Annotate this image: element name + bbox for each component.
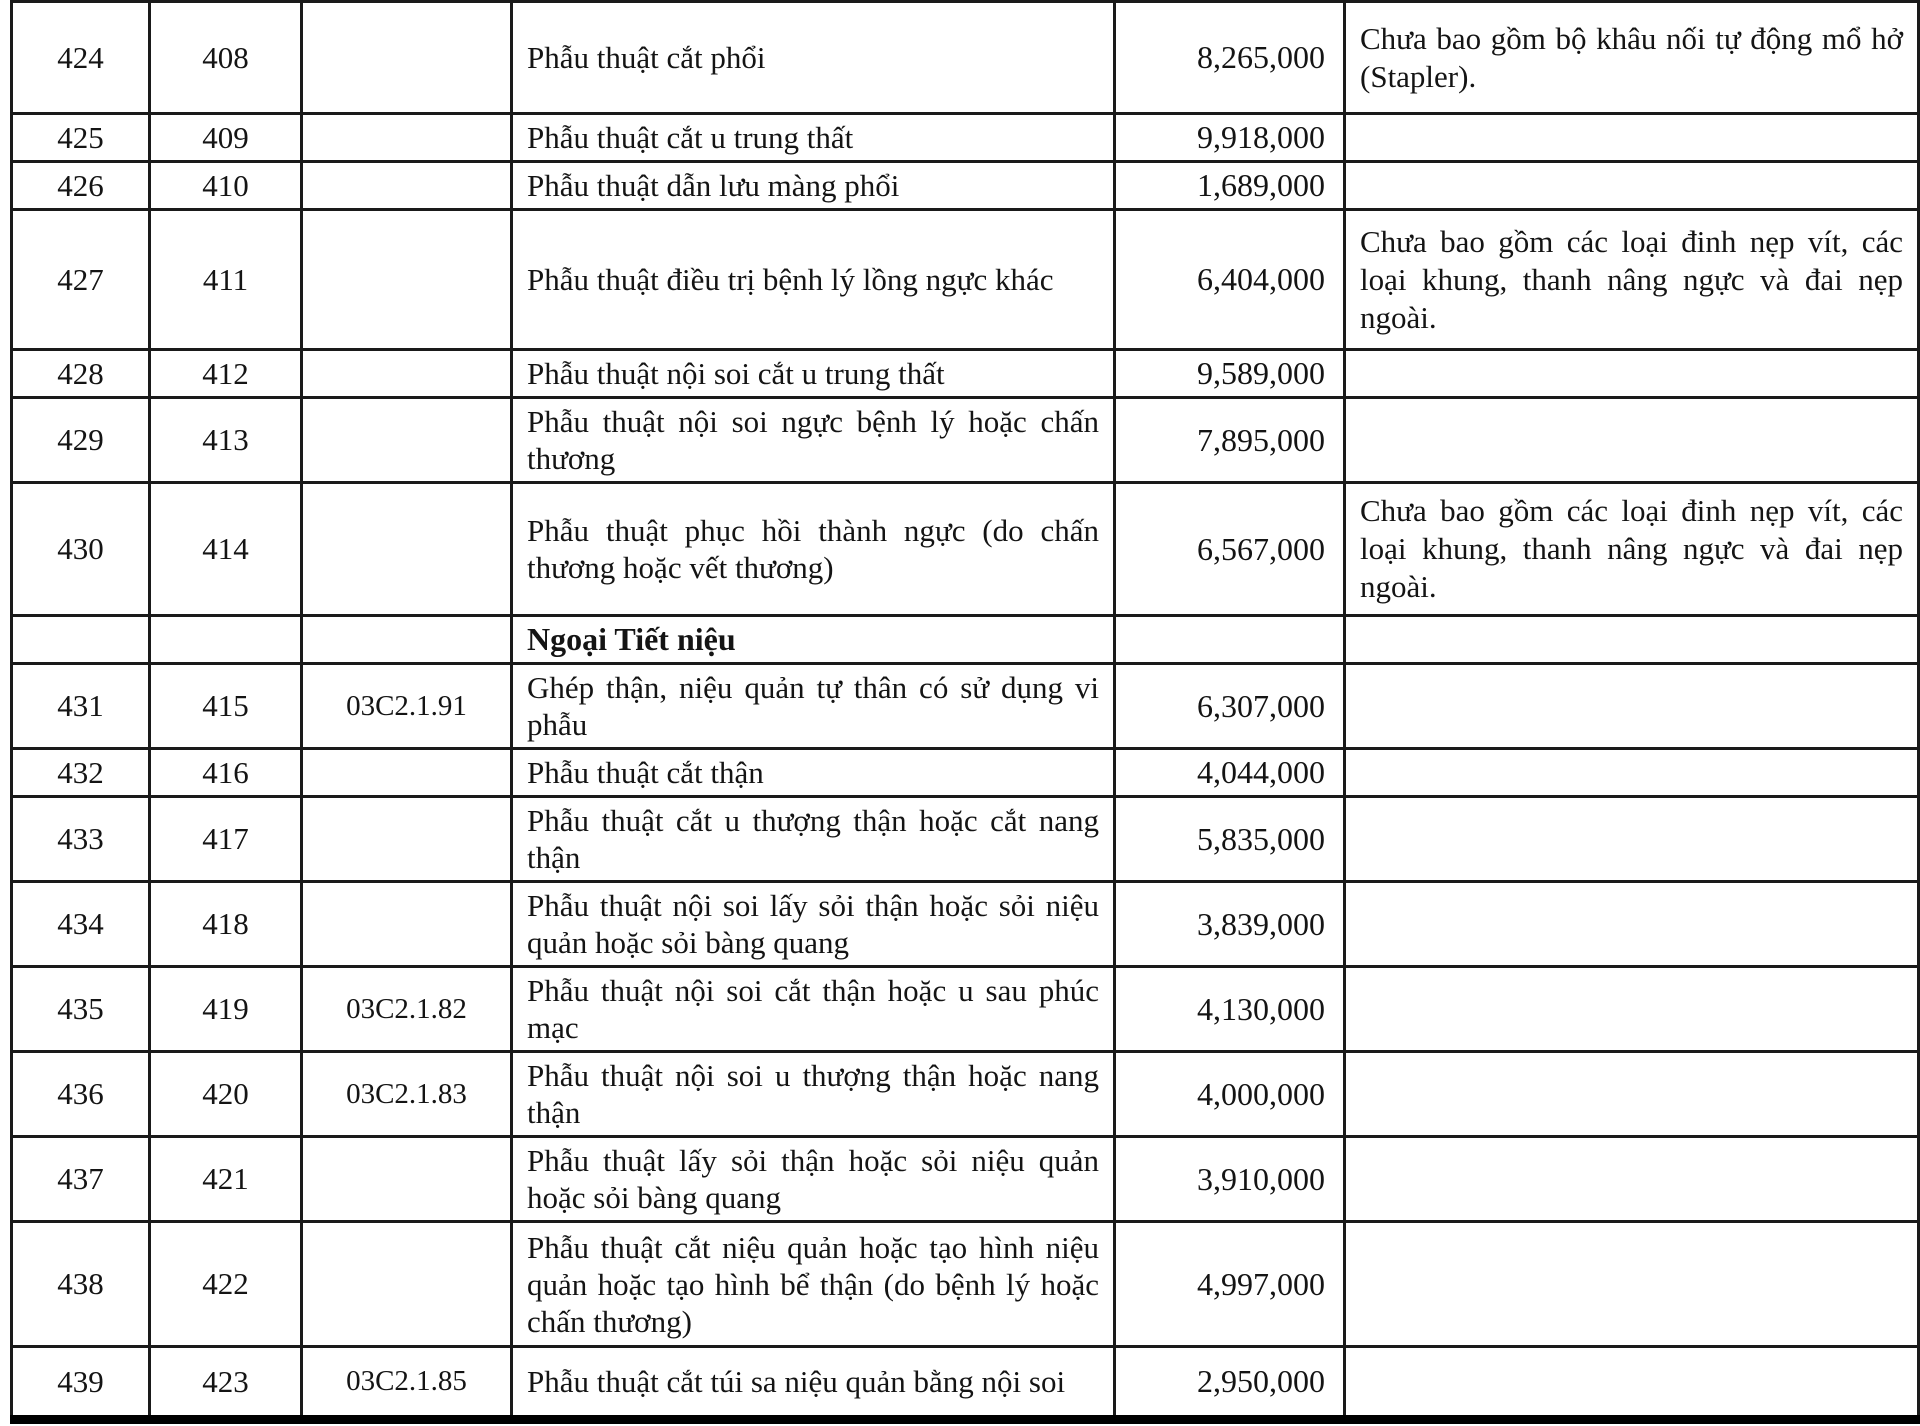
- stt-cell: 425: [12, 114, 150, 162]
- price-cell: 8,265,000: [1115, 2, 1345, 114]
- table-row: [12, 2, 1919, 114]
- table-row: [12, 749, 1919, 797]
- service-code-cell: 03C2.1.83: [302, 1052, 512, 1137]
- service-name-cell: Phẫu thuật nội soi cắt u trung thất: [512, 350, 1115, 398]
- price-cell: 6,567,000: [1115, 483, 1345, 616]
- order-number-cell: 421: [150, 1137, 302, 1222]
- note-cell: [1345, 1347, 1919, 1420]
- service-code-cell: 03C2.1.82: [302, 967, 512, 1052]
- stt-cell: 432: [12, 749, 150, 797]
- section-header-row: [12, 616, 1919, 664]
- table-row: [12, 483, 1919, 616]
- service-code-cell: [302, 1137, 512, 1222]
- order-number-cell: 418: [150, 882, 302, 967]
- stt-cell: 434: [12, 882, 150, 967]
- service-code-cell: [302, 210, 512, 350]
- order-number-cell: 417: [150, 797, 302, 882]
- note-cell: [1345, 616, 1919, 664]
- table-row: [12, 398, 1919, 483]
- order-number-cell: 412: [150, 350, 302, 398]
- table-row: [12, 1052, 1919, 1137]
- section-header-cell: Ngoại Tiết niệu: [512, 616, 1115, 664]
- stt-cell: 430: [12, 483, 150, 616]
- order-number-cell: 422: [150, 1222, 302, 1347]
- order-number-cell: 413: [150, 398, 302, 483]
- price-table-body: [12, 2, 1919, 1420]
- stt-cell: 439: [12, 1347, 150, 1420]
- service-name-cell: Phẫu thuật cắt phổi: [512, 2, 1115, 114]
- service-name-cell: Phẫu thuật cắt u thượng thận hoặc cắt nang thận: [512, 797, 1115, 882]
- order-number-cell: 423: [150, 1347, 302, 1420]
- note-cell: Chưa bao gồm các loại đinh nẹp vít, các loại khung, thanh nâng ngực và đai nẹp ngoài.: [1345, 483, 1919, 616]
- table-row: [12, 1222, 1919, 1347]
- service-code-cell: [302, 1222, 512, 1347]
- stt-cell: 431: [12, 664, 150, 749]
- stt-cell: 429: [12, 398, 150, 483]
- price-cell: [1115, 616, 1345, 664]
- note-cell: [1345, 350, 1919, 398]
- price-cell: 7,895,000: [1115, 398, 1345, 483]
- service-name-cell: Phẫu thuật nội soi lấy sỏi thận hoặc sỏi niệu quản hoặc sỏi bàng quang: [512, 882, 1115, 967]
- stt-cell: 438: [12, 1222, 150, 1347]
- service-name-cell: Phẫu thuật nội soi cắt thận hoặc u sau phúc mạc: [512, 967, 1115, 1052]
- price-table: [10, 0, 1920, 1424]
- service-name-cell: Phẫu thuật nội soi ngực bệnh lý hoặc chấn thương: [512, 398, 1115, 483]
- table-row: [12, 114, 1919, 162]
- note-cell: [1345, 882, 1919, 967]
- stt-cell: 435: [12, 967, 150, 1052]
- note-cell: [1345, 1222, 1919, 1347]
- service-code-cell: 03C2.1.91: [302, 664, 512, 749]
- stt-cell: 436: [12, 1052, 150, 1137]
- service-name-cell: Phẫu thuật cắt thận: [512, 749, 1115, 797]
- note-cell: [1345, 967, 1919, 1052]
- note-cell: Chưa bao gồm các loại đinh nẹp vít, các loại khung, thanh nâng ngực và đai nẹp ngoài.: [1345, 210, 1919, 350]
- service-code-cell: [302, 350, 512, 398]
- table-row: [12, 664, 1919, 749]
- stt-cell: 427: [12, 210, 150, 350]
- order-number-cell: 420: [150, 1052, 302, 1137]
- service-name-cell: Phẫu thuật dẫn lưu màng phổi: [512, 162, 1115, 210]
- service-code-cell: [302, 2, 512, 114]
- table-row: [12, 162, 1919, 210]
- service-name-cell: Phẫu thuật cắt niệu quản hoặc tạo hình niệu quản hoặc tạo hình bể thận (do bệnh lý hoặc chấn thương): [512, 1222, 1115, 1347]
- stt-cell: 426: [12, 162, 150, 210]
- price-cell: 4,000,000: [1115, 1052, 1345, 1137]
- stt-cell: 433: [12, 797, 150, 882]
- order-number-cell: 410: [150, 162, 302, 210]
- price-cell: 6,307,000: [1115, 664, 1345, 749]
- price-cell: 9,918,000: [1115, 114, 1345, 162]
- table-row: [12, 1137, 1919, 1222]
- service-name-cell: Phẫu thuật cắt u trung thất: [512, 114, 1115, 162]
- stt-cell: 437: [12, 1137, 150, 1222]
- note-cell: [1345, 664, 1919, 749]
- service-code-cell: [302, 114, 512, 162]
- table-row: [12, 1347, 1919, 1420]
- service-code-cell: [302, 882, 512, 967]
- service-code-cell: [302, 483, 512, 616]
- service-code-cell: 03C2.1.85: [302, 1347, 512, 1420]
- note-cell: [1345, 398, 1919, 483]
- order-number-cell: 409: [150, 114, 302, 162]
- order-number-cell: 419: [150, 967, 302, 1052]
- order-number-cell: 415: [150, 664, 302, 749]
- service-code-cell: [302, 398, 512, 483]
- price-cell: 4,044,000: [1115, 749, 1345, 797]
- note-cell: [1345, 1137, 1919, 1222]
- service-name-cell: Ghép thận, niệu quản tự thân có sử dụng vi phẫu: [512, 664, 1115, 749]
- order-number-cell: 414: [150, 483, 302, 616]
- stt-cell: [12, 616, 150, 664]
- table-row: [12, 797, 1919, 882]
- note-cell: [1345, 749, 1919, 797]
- service-code-cell: [302, 797, 512, 882]
- stt-cell: 424: [12, 2, 150, 114]
- service-code-cell: [302, 749, 512, 797]
- order-number-cell: [150, 616, 302, 664]
- service-name-cell: Phẫu thuật lấy sỏi thận hoặc sỏi niệu quản hoặc sỏi bàng quang: [512, 1137, 1115, 1222]
- price-cell: 5,835,000: [1115, 797, 1345, 882]
- price-cell: 3,839,000: [1115, 882, 1345, 967]
- price-cell: 1,689,000: [1115, 162, 1345, 210]
- order-number-cell: 416: [150, 749, 302, 797]
- price-cell: 4,130,000: [1115, 967, 1345, 1052]
- service-name-cell: Phẫu thuật cắt túi sa niệu quản bằng nội soi: [512, 1347, 1115, 1420]
- price-cell: 9,589,000: [1115, 350, 1345, 398]
- service-code-cell: [302, 162, 512, 210]
- table-row: [12, 350, 1919, 398]
- table-row: [12, 967, 1919, 1052]
- service-name-cell: Phẫu thuật phục hồi thành ngực (do chấn thương hoặc vết thương): [512, 483, 1115, 616]
- note-cell: Chưa bao gồm bộ khâu nối tự động mổ hở (Stapler).: [1345, 2, 1919, 114]
- price-cell: 4,997,000: [1115, 1222, 1345, 1347]
- price-cell: 3,910,000: [1115, 1137, 1345, 1222]
- order-number-cell: 411: [150, 210, 302, 350]
- note-cell: [1345, 162, 1919, 210]
- service-name-cell: Phẫu thuật nội soi u thượng thận hoặc nang thận: [512, 1052, 1115, 1137]
- note-cell: [1345, 1052, 1919, 1137]
- note-cell: [1345, 114, 1919, 162]
- price-cell: 2,950,000: [1115, 1347, 1345, 1420]
- stt-cell: 428: [12, 350, 150, 398]
- order-number-cell: 408: [150, 2, 302, 114]
- service-name-cell: Phẫu thuật điều trị bệnh lý lồng ngực khác: [512, 210, 1115, 350]
- table-row: [12, 210, 1919, 350]
- note-cell: [1345, 797, 1919, 882]
- price-cell: 6,404,000: [1115, 210, 1345, 350]
- service-code-cell: [302, 616, 512, 664]
- table-row: [12, 882, 1919, 967]
